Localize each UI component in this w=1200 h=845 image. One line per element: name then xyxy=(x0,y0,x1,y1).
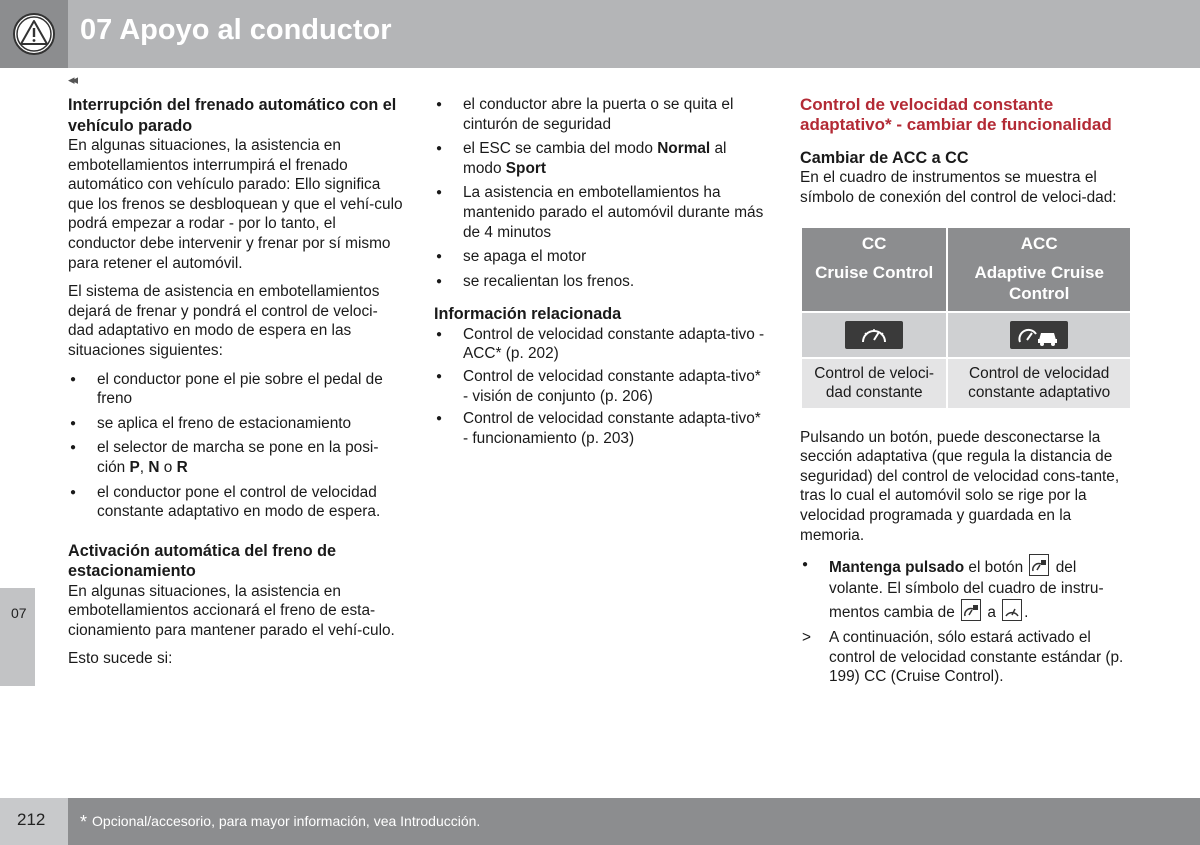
related-link[interactable]: ● Control de velocidad constante adapta-tivo* - visión de conjunto (p. 206) xyxy=(434,367,766,406)
result-text: > A continuación, sólo estará activado el control de velocidad constante estándar (p. 199) CC (Cruise Control). xyxy=(800,628,1132,687)
list-item: ● el selector de marcha se pone en la posi-ción P, N o R xyxy=(68,438,403,477)
cc-acc-comparison-table xyxy=(800,226,1132,410)
chapter-title: 07 Apoyo al conductor xyxy=(80,14,392,46)
list-item: ● el conductor abre la puerta o se quita el cinturón de seguridad xyxy=(434,95,766,134)
footnote-text: Opcional/accesorio, para mayor información, vea Introducción. xyxy=(92,813,481,829)
step-item: ● Mantenga pulsado el botón del volante. El símbolo del cuadro de instru-mentos cambia de a . xyxy=(800,554,1132,623)
list-item: ● el conductor pone el control de velocidad constante adaptativo en modo de espera. xyxy=(68,483,403,522)
paragraph: En algunas situaciones, la asistencia en embotellamientos interrumpirá el frenado automático con vehículo parado: Ello significa que los frenos se desbloquean y que el vehí-culo podrá empezar a rodar - por lo tanto, el conductor debe intervenir y frenar por sí mismo para retener el automóvil. xyxy=(68,137,403,272)
acc-description: Control de velocidad constante adaptativo xyxy=(947,358,1131,409)
side-chapter-tab[interactable] xyxy=(0,588,35,686)
paragraph: En el cuadro de instrumentos se muestra el símbolo de conexión del control de veloci-dad: xyxy=(800,169,1117,206)
adaptive-cruise-car-icon xyxy=(1010,321,1068,349)
cc-description: Control de veloci-dad constante xyxy=(801,358,947,409)
header-icon-block xyxy=(0,0,68,68)
warning-icon xyxy=(12,12,56,56)
list-item: ● se aplica el freno de estacionamiento xyxy=(68,414,403,434)
paragraph: En algunas situaciones, la asistencia en embotellamientos accionará el freno de esta-cionamiento para mantener parado el vehí-culo. xyxy=(68,582,395,639)
cc-icon-cell xyxy=(801,312,947,358)
list-item: ● el ESC se cambia del modo Normal al modo Sport xyxy=(434,139,766,178)
heading-activacion: Activación automática del freno de estacionamiento xyxy=(68,541,337,581)
cruise-control-gauge-icon xyxy=(845,321,903,349)
paragraph: Pulsando un botón, puede desconectarse la sección adaptativa (que regula la distancia de seguridad) del control de velocidad cons-tante, tras lo cual el automóvil solo se rige por la velocidad programada y guardada en la memoria. xyxy=(800,428,1120,544)
list-item: ● se recalientan los frenos. xyxy=(434,272,766,292)
list-item: ● el conductor pone el pie sobre el pedal de freno xyxy=(68,370,403,409)
footnote-star: * xyxy=(80,812,88,832)
heading-cambiar-acc-cc: Cambiar de ACC a CC xyxy=(800,148,969,167)
section-title: Control de velocidad constante adaptativo* - cambiar de funcionalidad xyxy=(800,95,1112,135)
acc-header: ACC Adaptive Cruise Control xyxy=(947,227,1131,312)
list-item: ● se apaga el motor xyxy=(434,247,766,267)
back-nav-arrows[interactable]: ◂◂ xyxy=(68,72,76,87)
related-link[interactable]: ● Control de velocidad constante adapta-tivo - ACC* (p. 202) xyxy=(434,325,766,364)
step-list xyxy=(800,554,1132,623)
heading-informacion-relacionada: Información relacionada xyxy=(434,305,622,324)
acc-icon-cell xyxy=(947,312,1131,358)
column-2 xyxy=(434,95,766,457)
paragraph: El sistema de asistencia en embotellamientos dejará de frenar y pondrá el control de veloci-dad adaptativo en modo de espera en las situaciones siguientes: xyxy=(68,283,380,359)
related-links-list xyxy=(434,325,766,449)
heading-interrupcion: Interrupción del frenado automático con el vehículo parado xyxy=(68,96,397,135)
steering-wheel-button-icon xyxy=(1029,554,1049,576)
footnote xyxy=(80,812,480,833)
bullet-list xyxy=(434,95,766,291)
cc-symbol-icon xyxy=(1002,599,1022,621)
cc-header: CC Cruise Control xyxy=(801,227,947,312)
column-3 xyxy=(800,95,1132,687)
acc-symbol-icon xyxy=(961,599,981,621)
list-item: ● La asistencia en embotellamientos ha mantenido parado el automóvil durante más de 4 minutos xyxy=(434,183,766,242)
related-link[interactable]: ● Control de velocidad constante adapta-tivo* - funcionamiento (p. 203) xyxy=(434,409,766,448)
column-1 xyxy=(68,95,403,678)
side-chapter-tab-label: 07 xyxy=(11,605,27,621)
page-number: 212 xyxy=(17,810,46,829)
paragraph: Esto sucede si: xyxy=(68,650,173,668)
bullet-list xyxy=(68,370,403,522)
